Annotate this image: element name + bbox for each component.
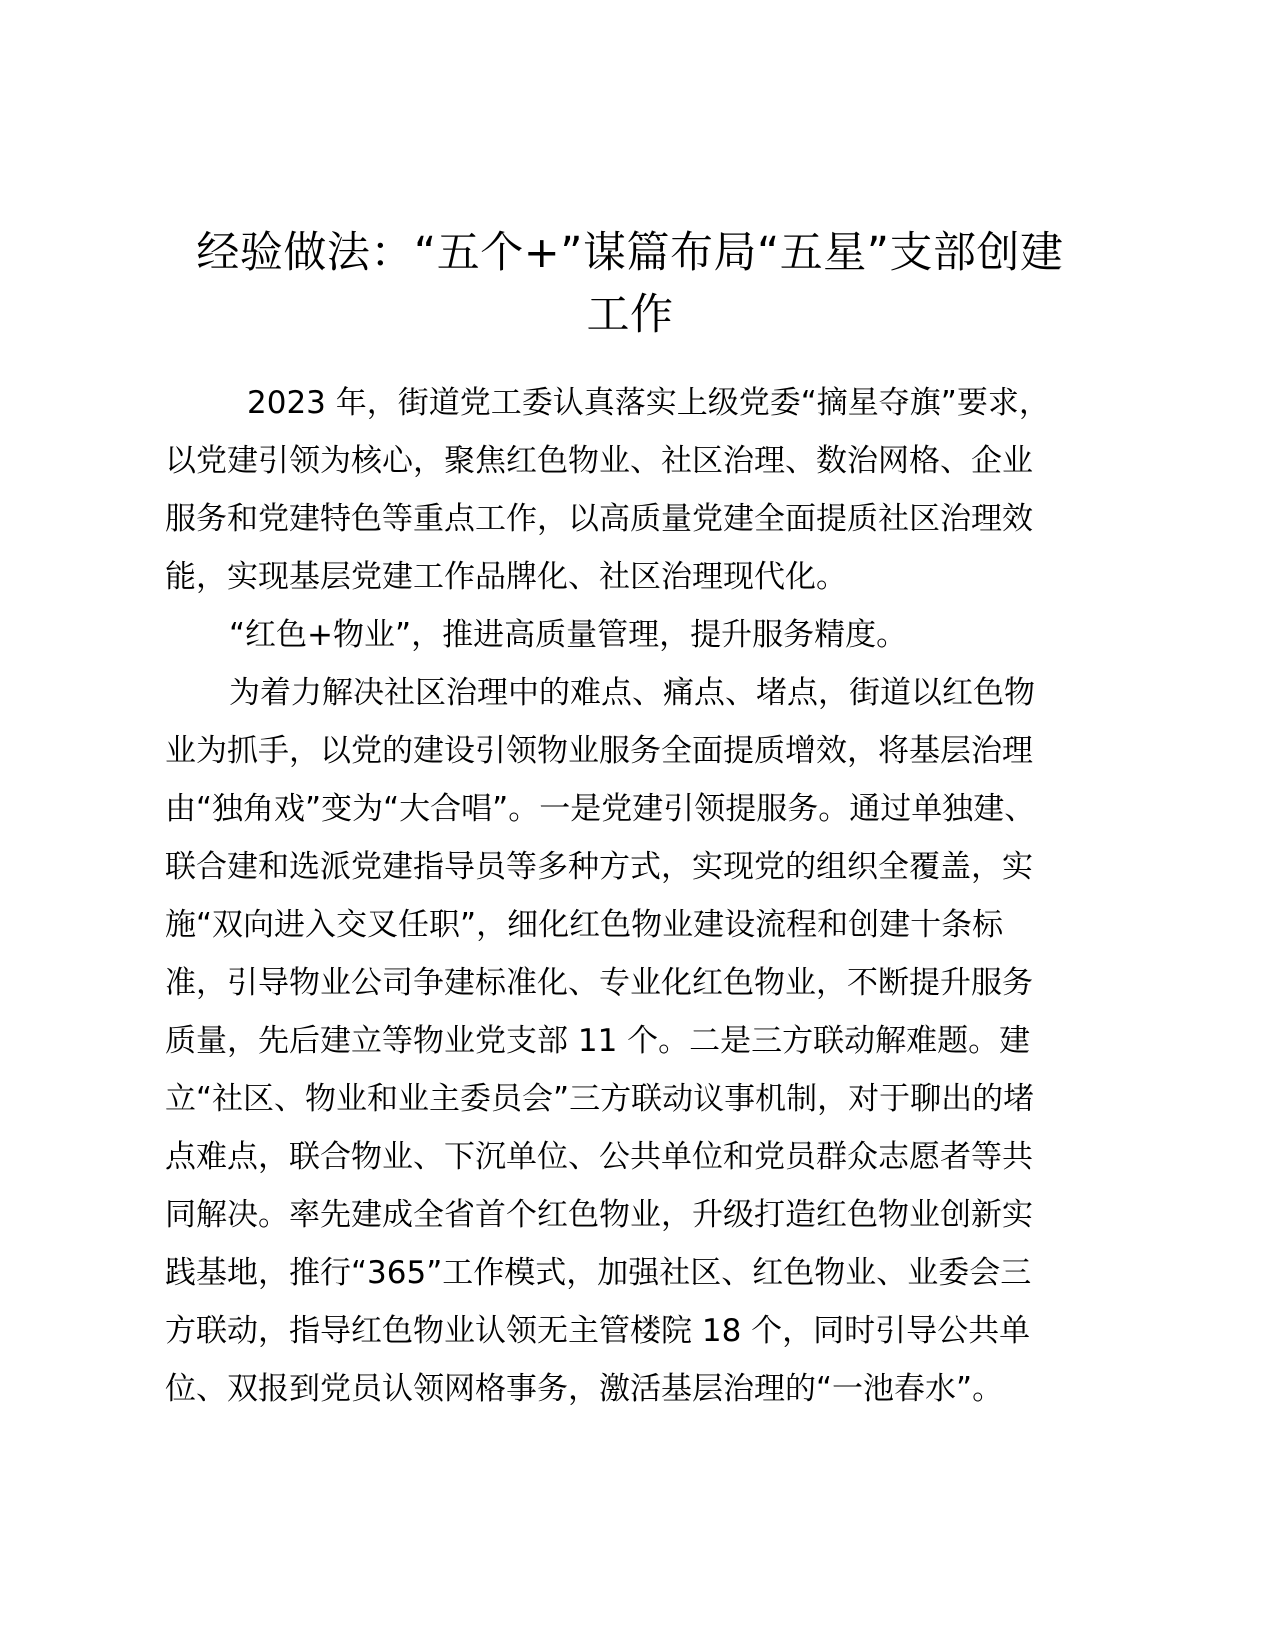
document-title: [150, 222, 1110, 346]
paragraph-line: 能，实现基层党建工作品牌化、社区治理现代化。: [165, 559, 847, 595]
paragraph-line: 2023 年，街道党工委认真落实上级党委“摘星夺旗”要求，: [247, 385, 1050, 421]
paragraph-line: 点难点，联合物业、下沉单位、公共单位和党员群众志愿者等共: [165, 1139, 1033, 1175]
paragraph-line: 践基地，推行“365”工作模式，加强社区、红色物业、业委会三: [165, 1255, 1032, 1291]
paragraph-line: 以党建引领为核心，聚焦红色物业、社区治理、数治网格、企业: [165, 443, 1033, 479]
paragraph-line: 联合建和选派党建指导员等多种方式，实现党的组织全覆盖，实: [165, 849, 1033, 885]
paragraph-line: 由“独角戏”变为“大合唱”。一是党建引领提服务。通过单独建、: [165, 791, 1036, 827]
section-paragraph: [165, 664, 1115, 1418]
paragraph-line: 位、双报到党员认领网格事务，激活基层治理的“一池春水”。: [165, 1371, 1004, 1407]
intro-paragraph: [165, 374, 1115, 606]
paragraph-line: 立“社区、物业和业主委员会”三方联动议事机制，对于聊出的堵: [165, 1081, 1035, 1117]
paragraph-line: 为着力解决社区治理中的难点、痛点、堵点，街道以红色物: [229, 675, 1035, 711]
section-heading-text: “红色+物业”，推进高质量管理，提升服务精度。: [229, 617, 908, 653]
paragraph-line: 准，引导物业公司争建标准化、专业化红色物业，不断提升服务: [165, 965, 1033, 1001]
document-body: [165, 374, 1115, 1418]
section-heading: [165, 606, 1115, 664]
paragraph-line: 施“双向进入交叉任职”，细化红色物业建设流程和创建十条标: [165, 907, 1004, 943]
paragraph-line: 质量，先后建立等物业党支部 11 个。二是三方联动解难题。建: [165, 1023, 1031, 1059]
paragraph-line: 业为抓手，以党的建设引领物业服务全面提质增效，将基层治理: [165, 733, 1033, 769]
title-line: 经验做法：“五个+”谋篇布局“五星”支部创建: [196, 228, 1064, 278]
paragraph-line: 方联动，指导红色物业认领无主管楼院 18 个，同时引导公共单: [165, 1313, 1031, 1349]
title-line: 工作: [586, 290, 674, 340]
paragraph-line: 同解决。率先建成全省首个红色物业，升级打造红色物业创新实: [165, 1197, 1033, 1233]
paragraph-line: 服务和党建特色等重点工作，以高质量党建全面提质社区治理效: [165, 501, 1033, 537]
